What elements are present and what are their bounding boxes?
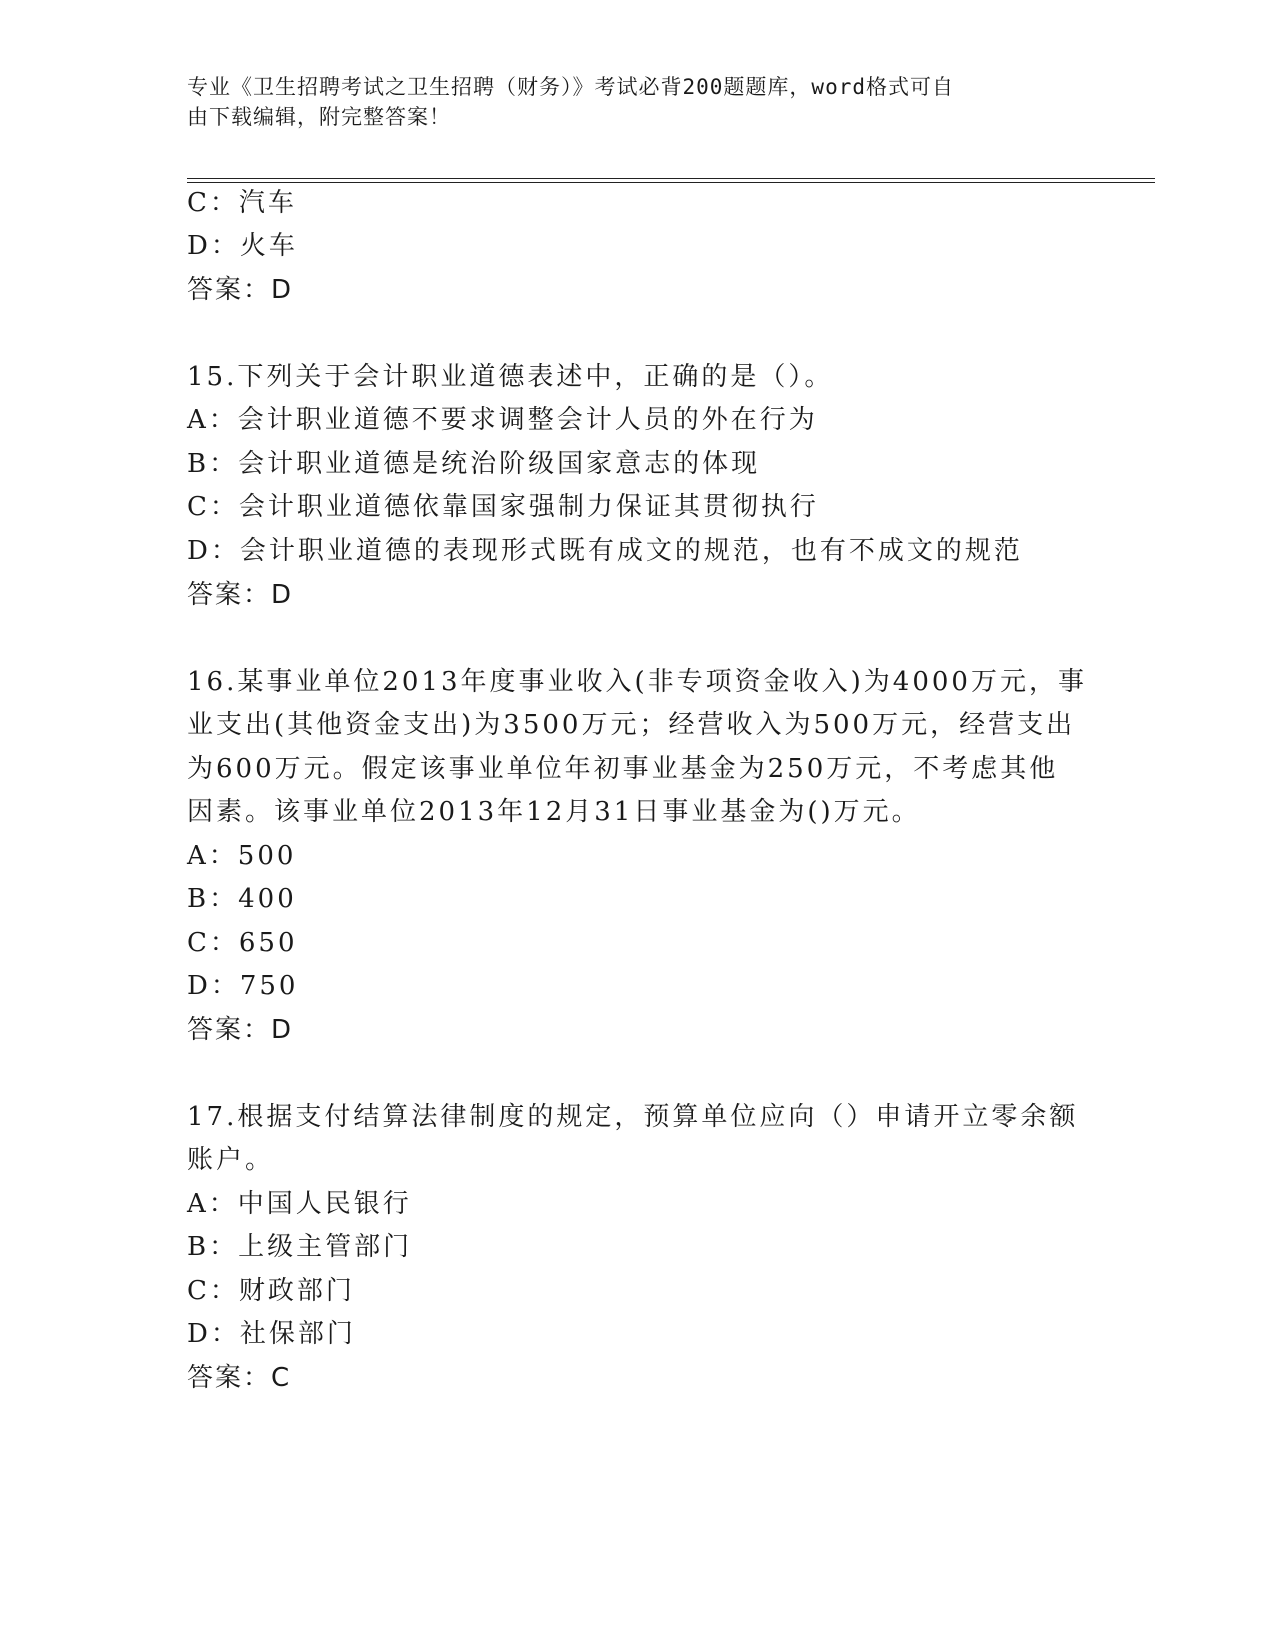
header-title-line-2: 由下载编辑，附完整答案！ bbox=[187, 105, 451, 129]
q14-option-c: C：汽车 bbox=[187, 188, 297, 218]
q15-option-b: B：会计职业道德是统治阶级国家意志的体现 bbox=[187, 449, 761, 479]
document-header bbox=[187, 72, 1067, 132]
q17-answer: 答案：C bbox=[187, 1363, 292, 1393]
q16-stem-line-2: 业支出(其他资金支出)为3500万元；经营收入为500万元，经营支出 bbox=[187, 710, 1076, 740]
q17-option-a: A：中国人民银行 bbox=[187, 1189, 412, 1219]
q15-stem: 15.下列关于会计职业道德表述中，正确的是（）。 bbox=[187, 362, 834, 392]
q14-option-d: D：火车 bbox=[187, 231, 298, 261]
q14-answer: 答案：D bbox=[187, 275, 294, 305]
q16-option-c: C：650 bbox=[187, 928, 298, 958]
q16-option-b: B：400 bbox=[187, 884, 297, 914]
q15-option-a: A：会计职业道德不要求调整会计人员的外在行为 bbox=[187, 405, 818, 435]
header-title-line-1: 专业《卫生招聘考试之卫生招聘（财务）》考试必背200题题库，word格式可自 bbox=[187, 75, 954, 99]
q17-option-d: D：社保部门 bbox=[187, 1319, 356, 1349]
q17-option-c: C：财政部门 bbox=[187, 1276, 355, 1306]
q16-stem-line-4: 因素。该事业单位2013年12月31日事业基金为()万元。 bbox=[187, 797, 921, 827]
q16-stem-line-1: 16.某事业单位2013年度事业收入(非专项资金收入)为4000万元，事 bbox=[187, 667, 1087, 697]
q17-option-b: B：上级主管部门 bbox=[187, 1232, 413, 1262]
q17-stem-line-2: 账户。 bbox=[187, 1145, 275, 1175]
q16-answer: 答案：D bbox=[187, 1015, 294, 1045]
q16-option-a: A：500 bbox=[187, 841, 297, 871]
q15-option-c: C：会计职业道德依靠国家强制力保证其贯彻执行 bbox=[187, 492, 819, 522]
q15-option-d: D：会计职业道德的表现形式既有成文的规范，也有不成文的规范 bbox=[187, 536, 1023, 566]
q16-option-d: D：750 bbox=[187, 971, 299, 1001]
header-rule-top bbox=[187, 178, 1155, 179]
q15-answer: 答案：D bbox=[187, 580, 294, 610]
header-rule-bottom bbox=[187, 182, 1155, 183]
q17-stem-line-1: 17.根据支付结算法律制度的规定，预算单位应向（）申请开立零余额 bbox=[187, 1102, 1079, 1132]
q16-stem-line-3: 为600万元。假定该事业单位年初事业基金为250万元，不考虑其他 bbox=[187, 754, 1059, 784]
